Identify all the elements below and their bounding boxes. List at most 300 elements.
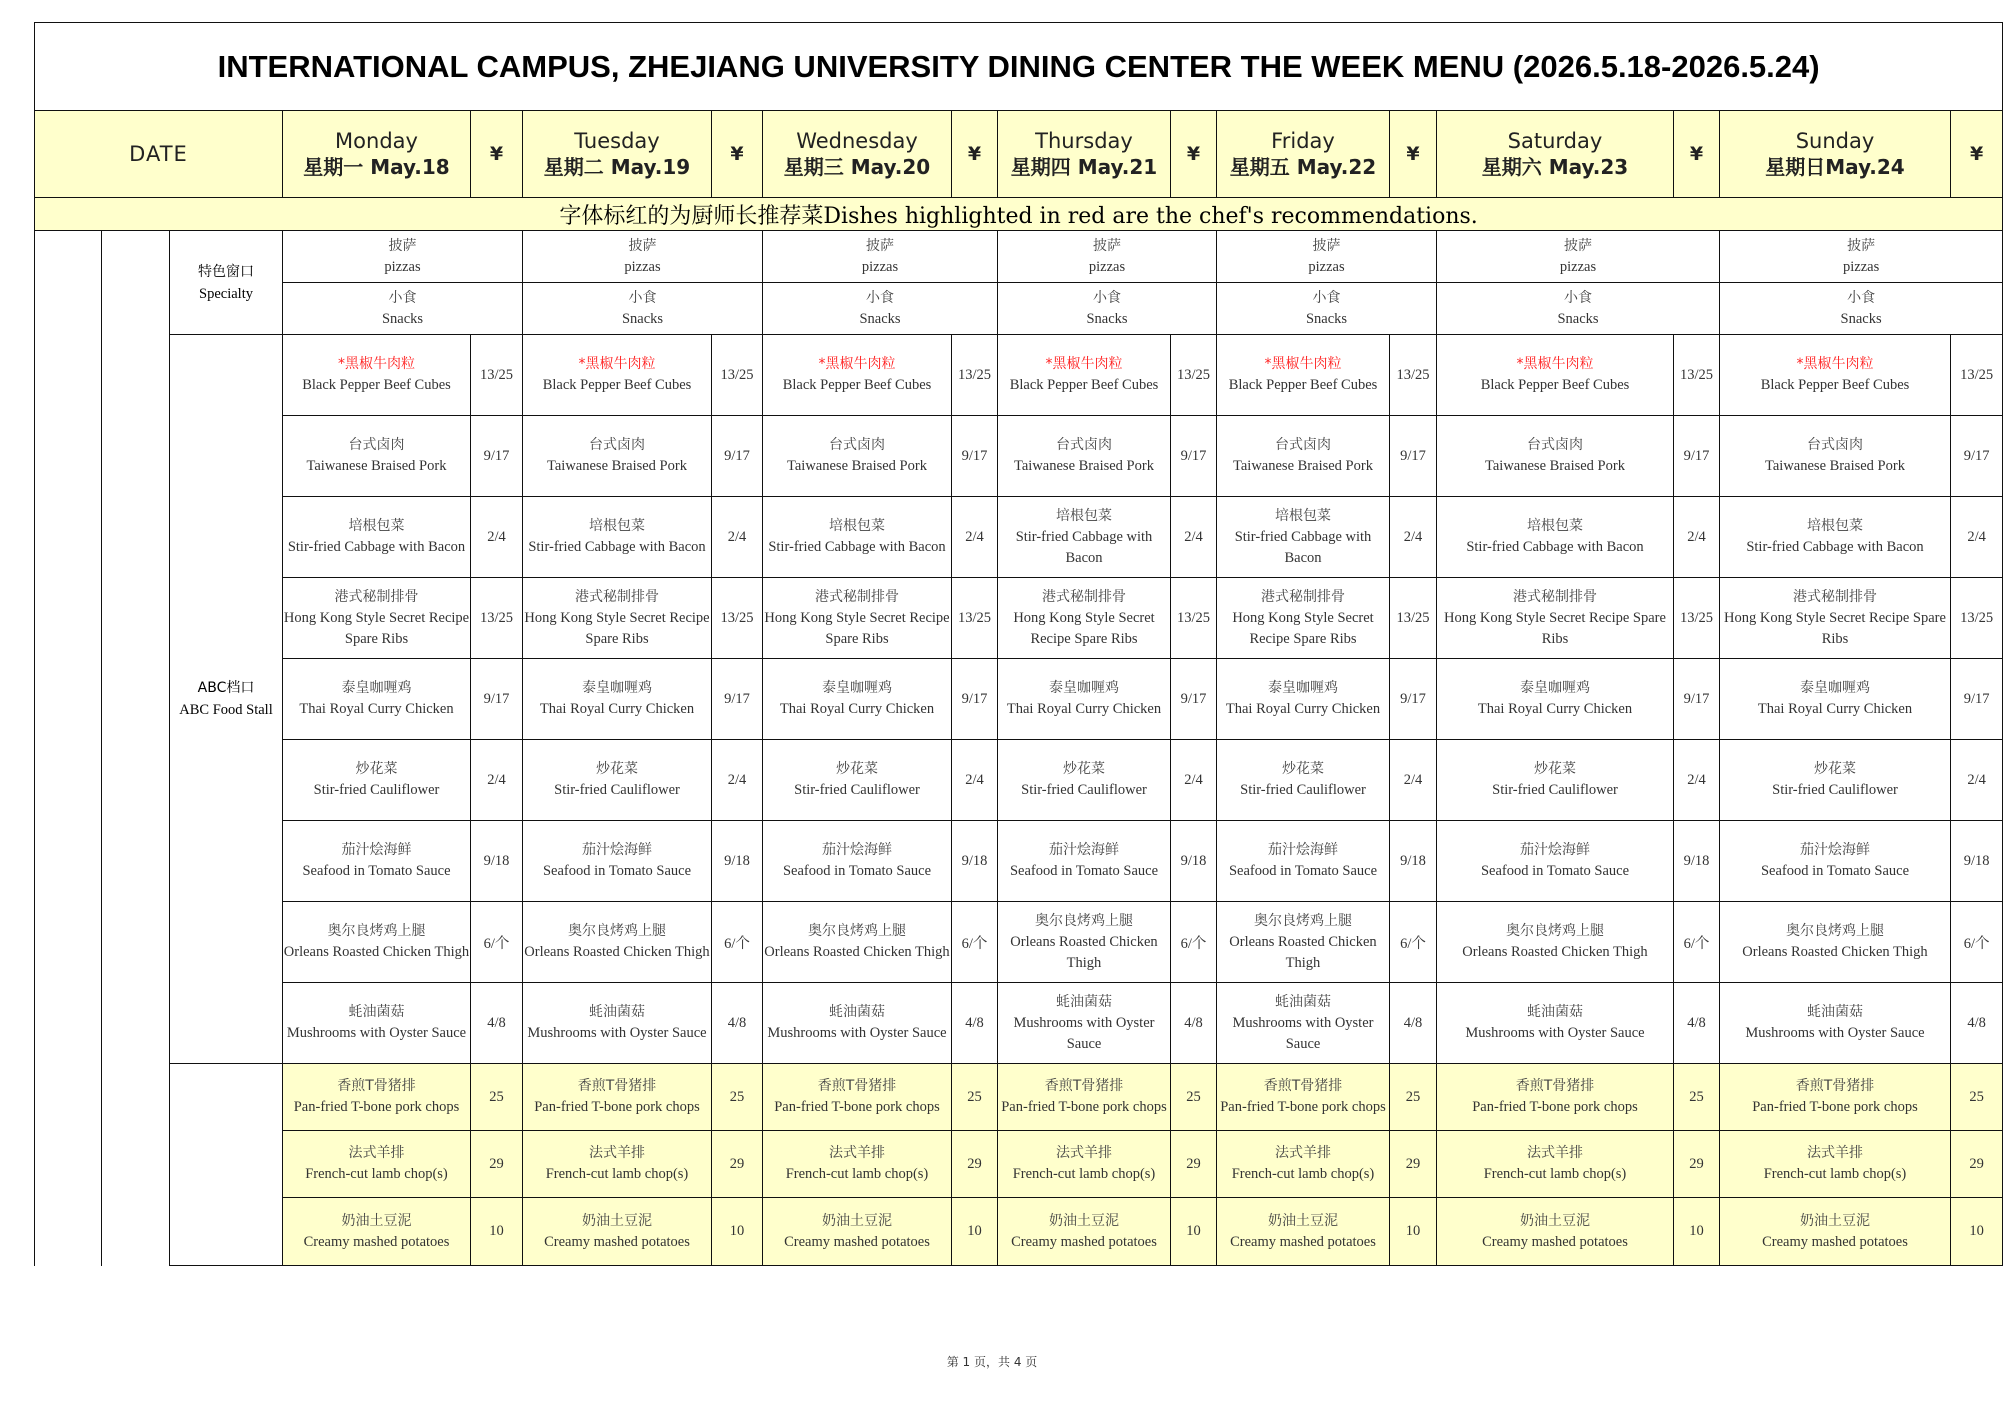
price-cell: 6/个 <box>1674 902 1720 983</box>
dish-name-en: Seafood in Tomato Sauce <box>1009 863 1159 879</box>
dish-cell <box>283 578 471 659</box>
dish-name-zh: 台式卤肉 <box>1275 437 1331 453</box>
price-cell: 13/25 <box>1951 335 2003 416</box>
price-cell: 25 <box>471 1064 523 1131</box>
dish-cell <box>523 821 712 902</box>
dish-name-zh: 茄汁烩海鲜 <box>341 842 412 858</box>
dish-name-en: Creamy mashed potatoes <box>784 1233 930 1250</box>
dish-name-en: Stir-fried Cauliflower <box>554 782 680 798</box>
dish-cell <box>763 1064 952 1131</box>
dish-name-zh: 台式卤肉 <box>589 437 645 453</box>
dish-name-zh: 培根包菜 <box>829 518 885 534</box>
dish-name-en: Pan-fried T-bone pork chops <box>534 1099 700 1115</box>
dish-cell <box>523 902 712 983</box>
dish-name-en: Stir-fried Cabbage with Bacon <box>1015 528 1153 566</box>
dish-name-zh: 小食 <box>1312 289 1341 306</box>
stall-label <box>170 335 283 1064</box>
dish-cell <box>998 335 1171 416</box>
price-cell: 9/17 <box>1390 659 1437 740</box>
day-header <box>1720 111 1951 198</box>
dish-cell <box>523 416 712 497</box>
dish-name-zh: 港式秘制排骨 <box>1042 588 1126 605</box>
dish-cell <box>1437 821 1674 902</box>
dish-name-zh: 奥尔良烤鸡上腿 <box>327 923 426 939</box>
dish-cell <box>763 231 998 283</box>
dish-name-zh: 奥尔良烤鸡上腿 <box>1035 912 1133 929</box>
dish-cell <box>998 231 1217 283</box>
dish-cell <box>1217 821 1390 902</box>
dish-cell <box>1437 578 1674 659</box>
dish-name-en: Snacks <box>621 310 664 327</box>
dish-name-en: Creamy mashed potatoes <box>1011 1233 1157 1250</box>
western-row <box>35 1131 2003 1198</box>
price-cell: 9/18 <box>952 821 998 902</box>
dish-cell <box>523 283 763 335</box>
dish-name-zh: 法式羊排 <box>348 1145 405 1161</box>
dish-name-zh: 奶油土豆泥 <box>1800 1212 1870 1229</box>
dish-cell <box>523 497 712 578</box>
dish-cell <box>1217 578 1390 659</box>
price-cell: 9/18 <box>1674 821 1720 902</box>
price-cell: 25 <box>1171 1064 1217 1131</box>
price-cell: 29 <box>1674 1131 1720 1198</box>
price-column-header: ¥ <box>1390 111 1437 198</box>
abc-row <box>35 659 2003 740</box>
dish-cell <box>1720 1064 1951 1131</box>
dish-cell <box>283 659 471 740</box>
dish-cell <box>1217 497 1390 578</box>
dish-cell <box>1720 578 1951 659</box>
dish-name-en: Taiwanese Braised Pork <box>1233 458 1373 474</box>
price-cell: 9/18 <box>1951 821 2003 902</box>
dish-cell <box>1217 740 1390 821</box>
dish-cell <box>1720 740 1951 821</box>
dish-name-zh: 蚝油菌菇 <box>1056 993 1112 1010</box>
abc-row <box>35 983 2003 1064</box>
dish-name-zh: *黑椒牛肉粒 <box>1264 356 1342 372</box>
day-date: 星期三 May.20 <box>783 155 931 179</box>
dish-name-en: Seafood in Tomato Sauce <box>1480 863 1630 879</box>
dish-name-zh: 法式羊排 <box>1807 1145 1863 1161</box>
price-cell: 10 <box>1171 1198 1217 1266</box>
dish-name-en: Creamy mashed potatoes <box>1762 1233 1908 1250</box>
dish-cell <box>998 983 1171 1064</box>
price-cell: 6/个 <box>952 902 998 983</box>
page-footer: 第 1 页，共 4 页 <box>946 1355 1038 1369</box>
dish-name-zh: 茄汁烩海鲜 <box>1520 842 1590 858</box>
dish-cell <box>1720 821 1951 902</box>
dish-name-zh: *黑椒牛肉粒 <box>1045 356 1123 372</box>
dish-name-zh: 香煎T骨猪排 <box>1263 1078 1343 1094</box>
dish-name-zh: 香煎T骨猪排 <box>1515 1078 1595 1094</box>
dish-name-en: pizzas <box>861 258 899 275</box>
dish-cell <box>523 578 712 659</box>
price-cell: 9/17 <box>712 416 763 497</box>
dish-name-en: Hong Kong Style Secret Recipe Spare Ribs <box>283 609 470 647</box>
price-cell: 6/个 <box>1951 902 2003 983</box>
dish-name-zh: 茄汁烩海鲜 <box>822 842 892 858</box>
price-cell: 10 <box>1390 1198 1437 1266</box>
price-cell: 13/25 <box>712 578 763 659</box>
dish-name-en: Thai Royal Curry Chicken <box>299 701 454 717</box>
dish-name-zh: 炒花菜 <box>355 761 398 777</box>
dish-cell <box>763 983 952 1064</box>
stall-label <box>170 231 283 335</box>
dish-name-zh: 茄汁烩海鲜 <box>1268 842 1338 858</box>
chef-recommendation-notice: 字体标红的为厨师长推荐菜Dishes highlighted in red are the chef's recommendations. <box>35 198 2003 231</box>
price-cell: 10 <box>1951 1198 2003 1266</box>
dish-name-zh: 奶油土豆泥 <box>1520 1212 1590 1229</box>
dish-cell <box>763 821 952 902</box>
dish-name-en: Mushrooms with Oyster Sauce <box>1013 1014 1155 1052</box>
dish-name-en: Thai Royal Curry Chicken <box>1225 701 1381 717</box>
dish-name-en: Stir-fried Cauliflower <box>1772 782 1898 798</box>
dish-cell <box>283 1131 471 1198</box>
price-cell: 25 <box>952 1064 998 1131</box>
price-cell: 4/8 <box>1674 983 1720 1064</box>
dish-name-en: Pan-fried T-bone pork chops <box>774 1099 940 1115</box>
price-cell: 10 <box>1674 1198 1720 1266</box>
dish-name-en: French-cut lamb chop(s) <box>785 1166 929 1182</box>
dish-cell <box>763 1131 952 1198</box>
stall-label-zh: 特色窗口 <box>198 263 254 280</box>
dish-cell <box>1217 283 1437 335</box>
dish-cell <box>1437 1064 1674 1131</box>
dish-name-zh: 小食 <box>1093 289 1121 306</box>
dish-name-en: Stir-fried Cabbage with Bacon <box>768 539 946 555</box>
dish-cell <box>998 416 1171 497</box>
dish-name-en: Hong Kong Style Secret Recipe Spare Ribs <box>1444 609 1666 647</box>
dish-name-en: Pan-fried T-bone pork chops <box>1220 1099 1386 1115</box>
dish-name-en: Thai Royal Curry Chicken <box>539 701 695 717</box>
dish-cell <box>1437 659 1674 740</box>
day-date: 星期四 May.21 <box>1010 155 1158 179</box>
dish-cell <box>763 416 952 497</box>
dish-cell <box>763 578 952 659</box>
dish-name-en: Snacks <box>859 310 901 327</box>
dish-name-zh: 奶油土豆泥 <box>341 1212 412 1229</box>
dish-name-en: Seafood in Tomato Sauce <box>1760 863 1910 879</box>
price-cell: 6/个 <box>471 902 523 983</box>
dish-name-en: Creamy mashed potatoes <box>544 1233 690 1250</box>
dish-cell <box>523 335 712 416</box>
dish-name-en: Mushrooms with Oyster Sauce <box>286 1025 467 1041</box>
dish-name-zh: 炒花菜 <box>1534 761 1576 777</box>
price-cell: 4/8 <box>1390 983 1437 1064</box>
dish-cell <box>283 740 471 821</box>
dish-cell <box>1217 983 1390 1064</box>
dish-name-en: Seafood in Tomato Sauce <box>782 863 932 879</box>
price-cell: 9/18 <box>1171 821 1217 902</box>
specialty-row <box>35 231 2003 283</box>
price-cell: 2/4 <box>952 740 998 821</box>
dish-name-zh: 培根包菜 <box>1056 507 1112 524</box>
day-name: Friday <box>1271 129 1335 153</box>
dish-cell <box>523 231 763 283</box>
dish-name-zh: 小食 <box>388 289 417 306</box>
dish-name-zh: 港式秘制排骨 <box>815 588 899 605</box>
dish-name-zh: 蚝油菌菇 <box>589 1004 645 1020</box>
dish-name-en: Creamy mashed potatoes <box>303 1233 450 1250</box>
day-header <box>1217 111 1390 198</box>
dish-cell <box>1217 1198 1390 1266</box>
day-header <box>283 111 471 198</box>
day-header <box>1437 111 1674 198</box>
dish-name-zh: 港式秘制排骨 <box>575 588 659 605</box>
date-header: DATE <box>35 111 283 198</box>
dish-name-en: Taiwanese Braised Pork <box>306 458 447 474</box>
dish-cell <box>283 902 471 983</box>
dish-name-en: Taiwanese Braised Pork <box>547 458 687 474</box>
dish-name-en: Thai Royal Curry Chicken <box>779 701 935 717</box>
dish-cell <box>523 983 712 1064</box>
price-cell: 25 <box>712 1064 763 1131</box>
dish-name-zh: 奥尔良烤鸡上腿 <box>1254 912 1352 929</box>
dish-name-zh: 港式秘制排骨 <box>1261 588 1345 605</box>
dish-name-en: Black Pepper Beef Cubes <box>302 377 451 393</box>
western-row <box>35 1064 2003 1131</box>
dish-name-zh: 奶油土豆泥 <box>582 1212 652 1229</box>
dish-cell <box>283 1064 471 1131</box>
dish-name-zh: 法式羊排 <box>1275 1145 1331 1161</box>
price-cell: 4/8 <box>952 983 998 1064</box>
dish-name-zh: 奥尔良烤鸡上腿 <box>568 923 666 939</box>
dish-cell <box>523 740 712 821</box>
abc-row <box>35 416 2003 497</box>
price-cell: 9/17 <box>471 659 523 740</box>
dish-name-zh: 台式卤肉 <box>1527 437 1583 453</box>
day-header <box>523 111 712 198</box>
dish-name-zh: 培根包菜 <box>348 518 405 534</box>
dish-cell <box>763 659 952 740</box>
abc-row <box>35 902 2003 983</box>
price-cell: 13/25 <box>952 578 998 659</box>
price-cell: 13/25 <box>712 335 763 416</box>
dish-name-zh: 泰皇咖喱鸡 <box>1268 680 1338 696</box>
price-cell: 4/8 <box>1171 983 1217 1064</box>
dish-name-en: Hong Kong Style Secret Recipe Spare Ribs <box>764 609 950 647</box>
dish-name-zh: 小食 <box>628 289 657 306</box>
dish-name-zh: 披萨 <box>1847 237 1876 254</box>
dish-name-zh: 泰皇咖喱鸡 <box>1049 680 1119 696</box>
dish-cell <box>283 283 523 335</box>
dish-name-zh: 蚝油菌菇 <box>829 1004 885 1020</box>
dish-name-zh: 培根包菜 <box>589 518 645 534</box>
dish-name-en: Thai Royal Curry Chicken <box>1006 701 1162 717</box>
price-cell: 9/17 <box>1951 659 2003 740</box>
dish-name-zh: 台式卤肉 <box>1056 437 1112 453</box>
dish-cell <box>283 821 471 902</box>
dish-name-en: Stir-fried Cauliflower <box>1021 782 1147 798</box>
dish-name-zh: 台式卤肉 <box>1807 437 1863 453</box>
dish-name-zh: 泰皇咖喱鸡 <box>1800 680 1870 696</box>
day-date: 星期一 May.18 <box>303 155 450 179</box>
dish-name-en: pizzas <box>1088 258 1126 275</box>
dish-name-zh: 培根包菜 <box>1275 507 1331 524</box>
price-cell: 9/17 <box>1951 416 2003 497</box>
dish-name-en: Hong Kong Style Secret Recipe Spare Ribs <box>1232 609 1374 647</box>
stall-label-en: ABC Food Stall <box>179 702 273 718</box>
dish-cell <box>1437 1131 1674 1198</box>
price-cell: 10 <box>471 1198 523 1266</box>
dish-name-en: Orleans Roasted Chicken Thigh <box>524 944 710 960</box>
dish-cell <box>998 1064 1171 1131</box>
dish-name-en: Pan-fried T-bone pork chops <box>1752 1099 1918 1115</box>
dish-name-en: Hong Kong Style Secret Recipe Spare Ribs <box>1724 609 1946 647</box>
dish-name-zh: 小食 <box>866 289 894 306</box>
dish-name-zh: 泰皇咖喱鸡 <box>341 680 412 696</box>
dish-name-en: Stir-fried Cauliflower <box>313 782 440 798</box>
dish-name-en: French-cut lamb chop(s) <box>1483 1166 1627 1182</box>
western-row <box>35 1198 2003 1266</box>
price-column-header: ¥ <box>471 111 523 198</box>
dish-name-en: Stir-fried Cabbage with Bacon <box>1234 528 1372 566</box>
day-date: 星期二 May.19 <box>543 155 691 179</box>
dish-cell <box>1437 335 1674 416</box>
dish-cell <box>1437 416 1674 497</box>
price-cell: 13/25 <box>1390 578 1437 659</box>
dish-name-zh: 香煎T骨猪排 <box>577 1078 657 1094</box>
abc-row <box>35 740 2003 821</box>
price-cell: 9/17 <box>1390 416 1437 497</box>
dish-name-zh: 香煎T骨猪排 <box>1044 1078 1124 1094</box>
price-cell: 4/8 <box>1951 983 2003 1064</box>
dish-name-en: Orleans Roasted Chicken Thigh <box>283 944 470 960</box>
dish-name-en: Orleans Roasted Chicken Thigh <box>1010 933 1158 971</box>
dish-name-zh: 奶油土豆泥 <box>1049 1212 1119 1229</box>
dish-name-zh: 香煎T骨猪排 <box>337 1078 416 1094</box>
dish-cell <box>1720 416 1951 497</box>
dish-name-en: French-cut lamb chop(s) <box>305 1166 448 1182</box>
dish-name-en: pizzas <box>384 258 421 275</box>
dish-name-zh: 披萨 <box>388 237 417 254</box>
dish-cell <box>283 497 471 578</box>
dish-name-en: Snacks <box>381 310 424 327</box>
price-cell: 29 <box>952 1131 998 1198</box>
price-cell: 2/4 <box>712 740 763 821</box>
stall-label-zh: ABC档口 <box>197 680 255 696</box>
dish-cell <box>998 821 1171 902</box>
day-name: Thursday <box>1035 129 1133 153</box>
dish-cell <box>1217 902 1390 983</box>
dish-name-en: pizzas <box>1559 258 1597 275</box>
dish-cell <box>1437 231 1720 283</box>
dish-name-zh: 台式卤肉 <box>348 437 405 453</box>
dish-name-zh: 炒花菜 <box>1282 761 1324 777</box>
dish-name-zh: *黑椒牛肉粒 <box>1796 356 1874 372</box>
price-cell: 9/18 <box>471 821 523 902</box>
abc-row <box>35 497 2003 578</box>
dish-cell <box>998 902 1171 983</box>
price-column-header: ¥ <box>1951 111 2003 198</box>
dish-cell <box>763 497 952 578</box>
abc-row <box>35 335 2003 416</box>
price-cell: 9/18 <box>712 821 763 902</box>
dish-name-en: Black Pepper Beef Cubes <box>1480 377 1630 393</box>
dish-cell <box>1720 659 1951 740</box>
dish-cell <box>1720 283 2003 335</box>
price-column-header: ¥ <box>712 111 763 198</box>
price-cell: 2/4 <box>1951 497 2003 578</box>
day-header <box>998 111 1171 198</box>
dish-name-zh: 披萨 <box>628 237 657 254</box>
day-date: 星期日May.24 <box>1765 155 1905 179</box>
page-title: INTERNATIONAL CAMPUS, ZHEJIANG UNIVERSITY DINING CENTER THE WEEK MENU (2026.5.18-2026.5.24) <box>35 23 2003 111</box>
dish-name-en: Snacks <box>1840 310 1882 327</box>
price-cell: 2/4 <box>1674 497 1720 578</box>
dish-name-en: Creamy mashed potatoes <box>1230 1233 1376 1250</box>
dish-cell <box>1217 231 1437 283</box>
dish-name-zh: 蚝油菌菇 <box>348 1004 405 1020</box>
dish-name-zh: 奥尔良烤鸡上腿 <box>1506 923 1604 939</box>
dish-cell <box>283 335 471 416</box>
dish-name-zh: 茄汁烩海鲜 <box>1800 842 1870 858</box>
price-cell: 9/17 <box>712 659 763 740</box>
dish-name-en: Thai Royal Curry Chicken <box>1477 701 1633 717</box>
price-cell: 13/25 <box>471 578 523 659</box>
dish-name-en: Taiwanese Braised Pork <box>1014 458 1154 474</box>
day-name: Saturday <box>1507 129 1603 153</box>
dish-name-zh: 奥尔良烤鸡上腿 <box>808 923 906 939</box>
dish-name-en: Black Pepper Beef Cubes <box>1760 377 1910 393</box>
dish-name-en: Stir-fried Cabbage with Bacon <box>287 539 466 555</box>
dish-name-en: Seafood in Tomato Sauce <box>302 863 451 879</box>
dish-name-en: French-cut lamb chop(s) <box>1763 1166 1907 1182</box>
dish-cell <box>1217 335 1390 416</box>
dish-cell <box>1720 231 2003 283</box>
price-cell: 6/个 <box>712 902 763 983</box>
price-cell: 9/18 <box>1390 821 1437 902</box>
dish-name-zh: 蚝油菌菇 <box>1807 1004 1863 1020</box>
price-cell: 13/25 <box>471 335 523 416</box>
dish-name-en: Orleans Roasted Chicken Thigh <box>1462 944 1648 960</box>
specialty-row <box>35 283 2003 335</box>
dish-name-zh: 炒花菜 <box>1063 761 1105 777</box>
dish-name-en: Taiwanese Braised Pork <box>787 458 927 474</box>
dish-name-zh: 披萨 <box>866 237 894 254</box>
dish-name-en: Seafood in Tomato Sauce <box>542 863 692 879</box>
price-cell: 29 <box>712 1131 763 1198</box>
dish-name-zh: 奶油土豆泥 <box>1268 1212 1338 1229</box>
dish-cell <box>1437 983 1674 1064</box>
dish-name-en: Snacks <box>1086 310 1128 327</box>
price-cell: 25 <box>1390 1064 1437 1131</box>
price-cell: 9/17 <box>1171 659 1217 740</box>
dish-name-zh: 港式秘制排骨 <box>1793 588 1877 605</box>
dish-cell <box>1217 1131 1390 1198</box>
dish-name-en: Black Pepper Beef Cubes <box>1228 377 1378 393</box>
price-cell: 6/个 <box>1390 902 1437 983</box>
dish-name-zh: 茄汁烩海鲜 <box>582 842 652 858</box>
price-cell: 13/25 <box>1951 578 2003 659</box>
day-name: Sunday <box>1795 129 1875 153</box>
dish-name-zh: 香煎T骨猪排 <box>817 1078 897 1094</box>
dish-name-zh: *黑椒牛肉粒 <box>818 356 896 372</box>
price-cell: 2/4 <box>952 497 998 578</box>
day-name: Wednesday <box>796 129 918 153</box>
dish-name-zh: 台式卤肉 <box>829 437 885 453</box>
dish-cell <box>1437 497 1674 578</box>
dish-name-en: Black Pepper Beef Cubes <box>542 377 692 393</box>
dish-name-zh: 奥尔良烤鸡上腿 <box>1786 923 1884 939</box>
dish-cell <box>763 740 952 821</box>
dish-cell <box>283 416 471 497</box>
dish-cell <box>763 902 952 983</box>
dish-name-zh: 蚝油菌菇 <box>1527 1004 1583 1020</box>
dish-name-en: Stir-fried Cabbage with Bacon <box>1746 539 1924 555</box>
dish-cell <box>1437 740 1674 821</box>
dish-name-zh: 小食 <box>1564 289 1592 306</box>
